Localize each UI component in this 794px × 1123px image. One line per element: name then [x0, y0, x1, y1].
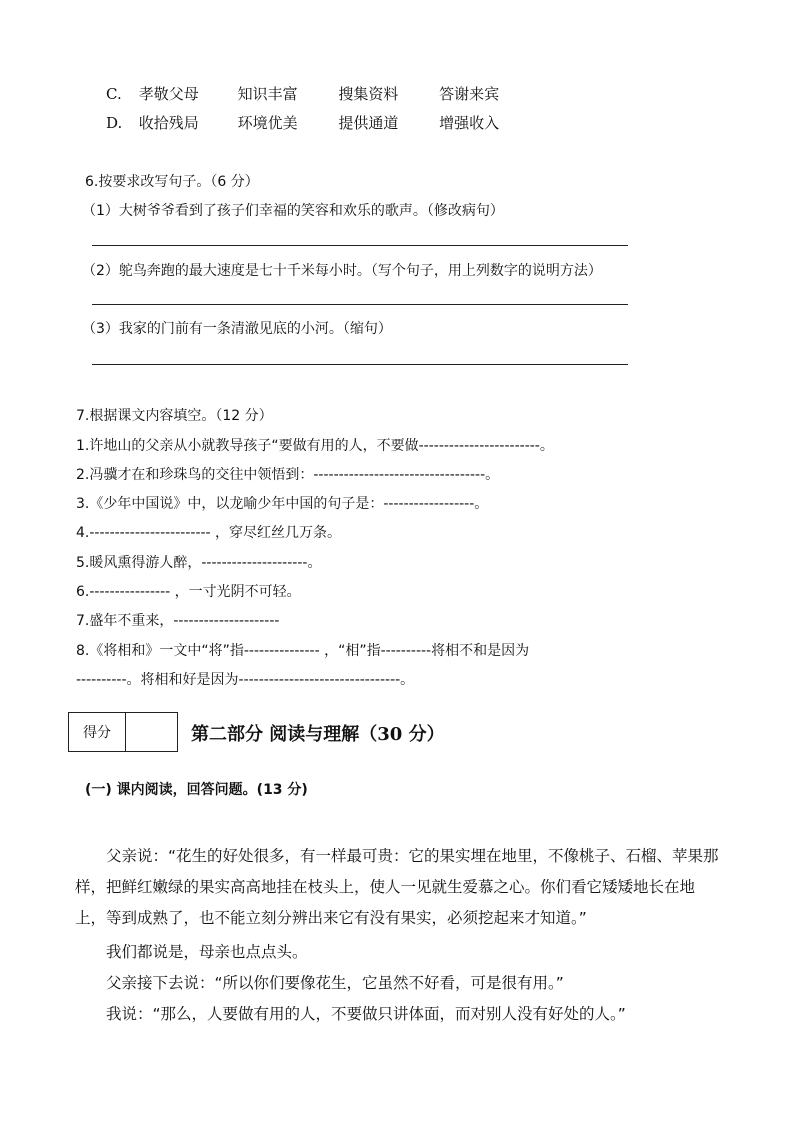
- q7-line-6: 6.---------------- ，一寸光阴不可轻。: [76, 584, 301, 600]
- q7-line-7: 7.盛年不重来，---------------------: [76, 613, 280, 629]
- q6-item-1: （1）大树爷爷看到了孩子们幸福的笑容和欢乐的歌声。（修改病句）: [82, 203, 504, 219]
- score-field[interactable]: [126, 713, 177, 751]
- option-c-word-2: 知识丰富: [237, 85, 298, 103]
- q7-line-8: 8.《将相和》一文中“将”指--------------- ，“相”指----------将相不和是因为: [76, 643, 530, 659]
- q7-line-1: 1.许地山的父亲从小就教导孩子“要做有用的人，不要做------------------------。: [76, 438, 554, 454]
- answer-line-2[interactable]: [92, 304, 628, 305]
- score-box: [68, 712, 178, 752]
- option-d-label: D.: [106, 114, 123, 132]
- q7-line-2: 2.冯骥才在和珍珠鸟的交往中领悟到：----------------------------------。: [76, 467, 500, 483]
- section-title: (一) 课内阅读，回答问题。(13 分): [85, 782, 308, 798]
- passage-para-3: 父亲接下去说：“所以你们要像花生，它虽然不好看，可是很有用。”: [106, 974, 564, 992]
- q7-line-4: 4.------------------------ ，穿尽红丝几万条。: [76, 525, 342, 541]
- option-d-word-2: 环境优美: [237, 114, 298, 132]
- option-d-word-3: 提供通道: [338, 114, 399, 132]
- q7-line-3: 3.《少年中国说》中，以龙喻少年中国的句子是：------------------。: [76, 496, 489, 512]
- q7-line-9: ----------。将相和好是因为--------------------------------。: [76, 672, 415, 688]
- part2-title: 第二部分 阅读与理解（30 分）: [191, 724, 445, 745]
- passage-para-4: 我说：“那么，人要做有用的人，不要做只讲体面，而对别人没有好处的人。”: [106, 1005, 626, 1023]
- option-row-d: [106, 113, 499, 133]
- q6-title: 6.按要求改写句子。（6 分）: [85, 174, 259, 190]
- option-c-label: C.: [106, 85, 122, 103]
- passage-para-1: 父亲说：“花生的好处很多，有一样最可贵：它的果实埋在地里，不像桃子、石榴、苹果那样，把鲜红嫩绿的果实高高地挂在枝头上，使人一见就生爱慕之心。你们看它矮矮地长在地上，等到成熟了，也不能立刻分辨出来它有没有果实，必须挖起来才知道。”: [75, 847, 719, 927]
- passage-para-2: 我们都说是，母亲也点点头。: [106, 943, 308, 961]
- option-d-word-1: 收拾残局: [138, 114, 199, 132]
- score-label: 得分: [69, 713, 126, 751]
- answer-line-3[interactable]: [92, 364, 628, 365]
- q7-title: 7.根据课文内容填空。（12 分）: [76, 408, 273, 424]
- q7-line-5: 5.暖风熏得游人醉，---------------------。: [76, 555, 322, 571]
- option-c-word-3: 搜集资料: [338, 85, 399, 103]
- q6-item-3: （3）我家的门前有一条清澈见底的小河。（缩句）: [82, 321, 392, 337]
- option-c-word-4: 答谢来宾: [439, 85, 500, 103]
- option-c-word-1: 孝敬父母: [138, 85, 199, 103]
- option-d-word-4: 增强收入: [439, 114, 500, 132]
- option-row-c: [106, 84, 499, 104]
- answer-line-1[interactable]: [92, 245, 628, 246]
- q6-item-2: （2）鸵鸟奔跑的最大速度是七十千米每小时。（写个句子，用上列数字的说明方法）: [82, 263, 602, 279]
